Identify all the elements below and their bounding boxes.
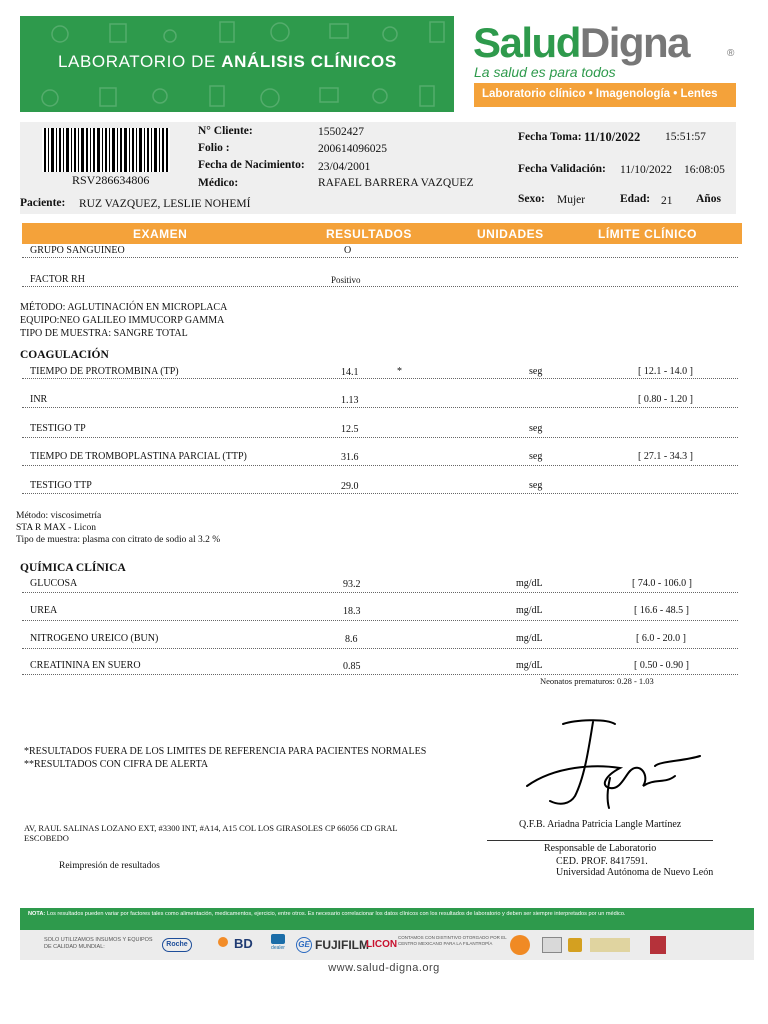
header-resultados: RESULTADOS (326, 227, 412, 241)
coag-test-name: TIEMPO DE PROTROMBINA (TP) (30, 366, 179, 377)
barcode-text: RSV286634806 (72, 173, 150, 187)
quimica-test-unit: mg/dL (516, 578, 543, 589)
section-title-quimica: QUÍMICA CLÍNICA (20, 562, 126, 574)
fecha-validacion-value: 11/10/2022 (620, 164, 672, 176)
ge-logo: GE (296, 937, 312, 953)
medico-value: RAFAEL BARRERA VAZQUEZ (318, 177, 474, 189)
website-url: www.salud-digna.org (328, 962, 440, 974)
coag-test-name: INR (30, 394, 48, 405)
row-divider (22, 465, 738, 466)
bd-logo: BD (234, 936, 253, 951)
quimica-test-range: [ 16.6 - 48.5 ] (634, 605, 689, 616)
quimica-test-unit: mg/dL (516, 605, 543, 616)
edad-label: Edad: (620, 193, 651, 205)
quality-text: SOLO UTILIZAMOS INSUMOS Y EQUIPOS DE CALIDAD MUNDIAL: (44, 937, 153, 950)
roche-logo: Roche (162, 938, 192, 952)
fecha-toma-time: 15:51:57 (665, 131, 706, 143)
dealer-logo (266, 934, 290, 951)
quimica-test-range: [ 0.50 - 0.90 ] (634, 660, 689, 671)
coag-test-range: [ 12.1 - 14.0 ] (638, 366, 693, 377)
quimica-test-name: CREATININA EN SUERO (30, 660, 141, 671)
row-divider (22, 407, 738, 408)
fecha-validacion-label: Fecha Validación: (518, 163, 606, 175)
coag-test-unit: seg (529, 480, 543, 491)
quimica-test-unit: mg/dL (516, 633, 543, 644)
quimica-test-result: 0.85 (343, 661, 361, 672)
coag-test-name: TESTIGO TTP (30, 480, 92, 491)
grupo-sanguineo-value: O (344, 245, 352, 256)
quimica-test-range: [ 74.0 - 106.0 ] (632, 578, 692, 589)
coag-test-name: TIEMPO DE TROMBOPLASTINA PARCIAL (TTP) (30, 451, 247, 462)
address-line: ESCOBEDO (24, 833, 69, 843)
coag-test-range: [ 27.1 - 34.3 ] (638, 451, 693, 462)
folio-value: 200614096025 (318, 143, 387, 155)
coag-method-line: Tipo de muestra: plasma con citrato de sodio al 3.2 % (16, 535, 221, 545)
coag-test-result: 12.5 (341, 424, 359, 435)
folio-label: Folio : (198, 142, 230, 154)
responsible-role: Responsable de Laboratorio (544, 843, 657, 854)
creatinina-note: Neonatos prematuros: 0.28 - 1.03 (540, 676, 654, 686)
coag-test-name: TESTIGO TP (30, 423, 86, 434)
responsible-university: Universidad Autónoma de Nuevo León (556, 867, 714, 878)
barcode-icon (42, 128, 170, 172)
coag-test-unit: seg (529, 366, 543, 377)
row-divider (22, 437, 738, 438)
coag-method-line: Método: viscosimetría (16, 511, 102, 521)
coag-test-unit: seg (529, 423, 543, 434)
award-icon (590, 938, 630, 952)
footer-disclaimer (20, 908, 754, 930)
quimica-test-name: NITROGENO UREICO (BUN) (30, 633, 159, 644)
coag-test-result: 1.13 (341, 395, 359, 406)
coag-test-flag: * (397, 366, 402, 377)
bd-logo-icon (218, 937, 228, 947)
signature-line (487, 840, 713, 841)
responsible-name: Q.F.B. Ariadna Patricia Langle Martínez (519, 819, 682, 830)
dealer-icon (271, 934, 285, 944)
reprint-label: Reimpresión de resultados (59, 861, 160, 871)
note-line-out-of-range: *RESULTADOS FUERA DE LOS LIMITES DE REFERENCIA PARA PACIENTES NORMALES (24, 746, 427, 757)
results-table-header (22, 223, 742, 244)
logo-salud: Salud (473, 19, 580, 66)
paciente-value: RUZ VAZQUEZ, LESLIE NOHEMÍ (79, 198, 251, 210)
logo-digna: Digna (579, 19, 690, 66)
cemefi-text: CONTAMOS CON DISTINTIVO OTORGADO POR EL CENTRO MEXICANO PARA LA FILANTROPÍA (398, 935, 507, 946)
header-limite-clinico: LÍMITE CLÍNICO (598, 227, 697, 241)
coag-method-line: STA R MAX - Licon (16, 523, 96, 533)
cliente-value: 15502427 (318, 126, 364, 138)
quimica-test-result: 93.2 (343, 579, 361, 590)
factor-rh-value: Positivo (331, 275, 361, 285)
fecha-toma-value: 11/10/2022 (584, 130, 641, 144)
row-divider (22, 493, 738, 494)
blood-method-line: TIPO DE MUESTRA: SANGRE TOTAL (20, 328, 188, 339)
sexo-value: Mujer (557, 194, 586, 206)
row-divider (22, 378, 738, 379)
quimica-test-name: UREA (30, 605, 58, 616)
quimica-test-range: [ 6.0 - 20.0 ] (636, 633, 686, 644)
address-line: AV, RAUL SALINAS LOZANO EXT, #3300 INT, #A14, A15 COL LOS GIRASOLES CP 66056 CD GRAL (24, 823, 398, 833)
medico-label: Médico: (198, 177, 239, 189)
coag-test-range: [ 0.80 - 1.20 ] (638, 394, 693, 405)
paciente-label: Paciente: (20, 197, 66, 209)
section-title-coagulacion: COAGULACIÓN (20, 349, 109, 361)
header-banner (20, 16, 454, 112)
cliente-label: N° Cliente: (198, 125, 253, 137)
seal-icon (650, 936, 666, 954)
row-divider (22, 648, 738, 649)
row-divider (22, 620, 738, 621)
responsible-ced: CED. PROF. 8417591. (556, 856, 648, 867)
slogan: La salud es para todos (474, 64, 616, 80)
certification-icon (542, 937, 562, 953)
banner-title-prefix: LABORATORIO DE (58, 52, 222, 71)
iso-icon (568, 938, 582, 952)
row-divider (22, 674, 738, 675)
header-examen: EXAMEN (133, 227, 188, 241)
grupo-sanguineo-label: GRUPO SANGUINEO (30, 245, 125, 256)
note-line-alert: **RESULTADOS CON CIFRA DE ALERTA (24, 759, 209, 770)
fujifilm-logo: FUJIFILM (315, 938, 369, 952)
footer-brands-bar (20, 930, 754, 960)
footer-nota-label: NOTA: (28, 911, 46, 917)
edad-value: 21 (661, 195, 673, 207)
signature-image (515, 716, 715, 816)
nacimiento-value: 23/04/2001 (318, 161, 371, 173)
logo-registered-mark: ® (727, 48, 735, 59)
edad-unit: Años (696, 193, 721, 205)
logo-wordmark (473, 19, 743, 66)
services-bar: Laboratorio clínico • Imagenología • Lentes (474, 83, 736, 107)
header-unidades: UNIDADES (477, 227, 544, 241)
coag-test-result: 31.6 (341, 452, 359, 463)
cemefi-logo-icon (510, 935, 530, 955)
licon-logo: LICON (366, 939, 398, 950)
footer-nota-text: Los resultados pueden variar por factores tales como alimentación, medicamentos, ejercicio, entre otros. Es necesario correlacionar los datos clínicos con los resultados de laboratorio y deben ser siempre interpretados por un médico. (46, 911, 626, 917)
fecha-validacion-time: 16:08:05 (684, 164, 725, 176)
quimica-test-unit: mg/dL (516, 660, 543, 671)
quimica-test-result: 8.6 (345, 634, 358, 645)
banner-title-bold: ANÁLISIS CLÍNICOS (221, 52, 397, 71)
sexo-label: Sexo: (518, 193, 545, 205)
row-divider (22, 286, 738, 287)
nacimiento-label: Fecha de Nacimiento: (198, 159, 305, 171)
banner-title (58, 52, 397, 72)
row-divider (22, 257, 738, 258)
dealer-logo-text: dealer (271, 945, 285, 951)
fecha-toma-label: Fecha Toma: (518, 131, 582, 143)
blood-method-line: EQUIPO:NEO GALILEO IMMUCORP GAMMA (20, 315, 225, 326)
coag-test-unit: seg (529, 451, 543, 462)
factor-rh-label: FACTOR RH (30, 274, 85, 285)
quimica-test-result: 18.3 (343, 606, 361, 617)
quimica-test-name: GLUCOSA (30, 578, 78, 589)
coag-test-result: 29.0 (341, 481, 359, 492)
blood-method-line: MÉTODO: AGLUTINACIÓN EN MICROPLACA (20, 302, 228, 313)
row-divider (22, 592, 738, 593)
coag-test-result: 14.1 (341, 367, 359, 378)
